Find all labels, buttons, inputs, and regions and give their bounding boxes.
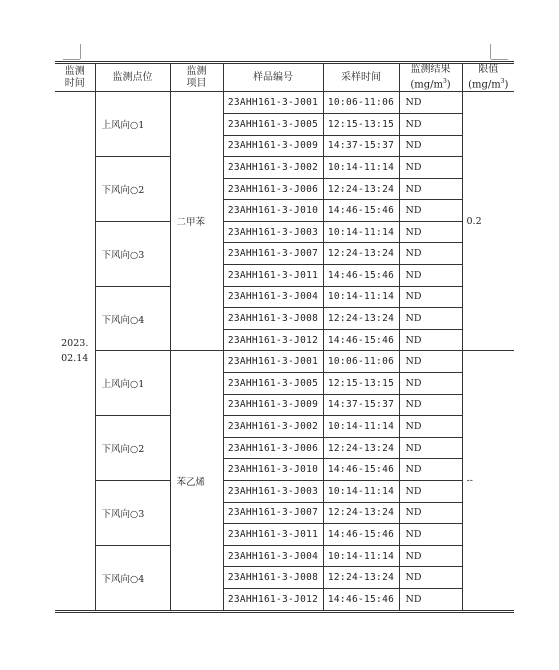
header-monitoring-point: 监测点位 xyxy=(95,63,170,92)
limit-value-cell: -- xyxy=(462,351,514,611)
sample-id-cell: 23AHH161-3-J009 xyxy=(223,135,323,157)
monitoring-item-cell: 二甲苯 xyxy=(170,92,223,351)
sampling-time-cell: 12:24-13:24 xyxy=(323,502,399,524)
sampling-time-cell: 10:06-11:06 xyxy=(323,351,399,373)
sampling-time-cell: 10:14-11:14 xyxy=(323,416,399,438)
sampling-time-cell: 10:14-11:14 xyxy=(323,157,399,179)
header-result: 监测结果 $(mg/m^3)$ xyxy=(399,63,462,92)
sampling-time-cell: 14:46-15:46 xyxy=(323,200,399,222)
sample-id-cell: 23AHH161-3-J004 xyxy=(223,545,323,567)
header-monitoring-time: 监测 时间 xyxy=(55,63,95,92)
result-cell: ND xyxy=(399,545,462,567)
sampling-time-cell: 10:14-11:14 xyxy=(323,286,399,308)
result-cell: ND xyxy=(399,524,462,546)
limit-value-cell: 0.2 xyxy=(462,92,514,351)
monitoring-point-cell: 下风向○4 xyxy=(95,545,170,611)
header-monitoring-item: 监测 项目 xyxy=(170,63,223,92)
header-row xyxy=(55,63,514,92)
sample-id-cell: 23AHH161-3-J007 xyxy=(223,243,323,265)
header-sample-id: 样品编号 xyxy=(223,63,323,92)
sampling-time-cell: 12:24-13:24 xyxy=(323,567,399,589)
crop-mark-top-right-horizontal xyxy=(491,59,508,60)
header-limit: 限值 $(mg/m^3)$ xyxy=(462,63,514,92)
sample-id-cell: 23AHH161-3-J008 xyxy=(223,308,323,330)
sample-id-cell: 23AHH161-3-J003 xyxy=(223,481,323,503)
crop-mark-top-left-horizontal xyxy=(63,59,80,60)
result-cell: ND xyxy=(399,113,462,135)
result-cell: ND xyxy=(399,221,462,243)
sample-id-cell: 23AHH161-3-J006 xyxy=(223,437,323,459)
crop-mark-top-left-vertical xyxy=(80,44,81,59)
result-cell: ND xyxy=(399,416,462,438)
result-cell: ND xyxy=(399,459,462,481)
monitoring-point-cell: 上风向○1 xyxy=(95,351,170,416)
result-cell: ND xyxy=(399,481,462,503)
result-cell: ND xyxy=(399,351,462,373)
monitoring-point-cell: 上风向○1 xyxy=(95,92,170,157)
sample-id-cell: 23AHH161-3-J007 xyxy=(223,502,323,524)
result-cell: ND xyxy=(399,502,462,524)
result-cell: ND xyxy=(399,394,462,416)
result-cell: ND xyxy=(399,329,462,351)
sampling-time-cell: 14:46-15:46 xyxy=(323,459,399,481)
sampling-time-cell: 14:46-15:46 xyxy=(323,588,399,611)
sampling-time-cell: 10:14-11:14 xyxy=(323,481,399,503)
sample-id-cell: 23AHH161-3-J010 xyxy=(223,459,323,481)
monitoring-results-table xyxy=(55,61,514,613)
sampling-time-cell: 14:46-15:46 xyxy=(323,265,399,287)
monitoring-point-cell: 下风向○3 xyxy=(95,221,170,286)
sample-id-cell: 23AHH161-3-J010 xyxy=(223,200,323,222)
sample-id-cell: 23AHH161-3-J002 xyxy=(223,416,323,438)
table-row xyxy=(55,286,514,308)
result-cell: ND xyxy=(399,157,462,179)
sampling-time-cell: 12:15-13:15 xyxy=(323,113,399,135)
date-line-2: 02.14 xyxy=(61,352,89,364)
result-cell: ND xyxy=(399,265,462,287)
sampling-time-cell: 12:15-13:15 xyxy=(323,373,399,395)
result-cell: ND xyxy=(399,200,462,222)
sampling-time-cell: 12:24-13:24 xyxy=(323,243,399,265)
table-row xyxy=(55,157,514,179)
sampling-time-cell: 10:14-11:14 xyxy=(323,545,399,567)
result-cell: ND xyxy=(399,178,462,200)
monitoring-date-cell xyxy=(55,92,95,611)
sample-id-cell: 23AHH161-3-J012 xyxy=(223,329,323,351)
result-cell: ND xyxy=(399,286,462,308)
date-line-1: 2023. xyxy=(61,337,89,349)
sampling-time-cell: 10:06-11:06 xyxy=(323,92,399,114)
monitoring-point-cell: 下风向○3 xyxy=(95,481,170,546)
sampling-time-cell: 14:37-15:37 xyxy=(323,135,399,157)
sample-id-cell: 23AHH161-3-J004 xyxy=(223,286,323,308)
sample-id-cell: 23AHH161-3-J012 xyxy=(223,588,323,611)
sampling-time-cell: 12:24-13:24 xyxy=(323,437,399,459)
sampling-time-cell: 12:24-13:24 xyxy=(323,178,399,200)
result-cell: ND xyxy=(399,243,462,265)
sample-id-cell: 23AHH161-3-J005 xyxy=(223,373,323,395)
result-cell: ND xyxy=(399,135,462,157)
monitoring-point-cell: 下风向○2 xyxy=(95,416,170,481)
sample-id-cell: 23AHH161-3-J006 xyxy=(223,178,323,200)
sample-id-cell: 23AHH161-3-J001 xyxy=(223,92,323,114)
result-cell: ND xyxy=(399,373,462,395)
sample-id-cell: 23AHH161-3-J002 xyxy=(223,157,323,179)
monitoring-point-cell: 下风向○2 xyxy=(95,157,170,222)
sampling-time-cell: 10:14-11:14 xyxy=(323,221,399,243)
header-sampling-time: 采样时间 xyxy=(323,63,399,92)
table-row xyxy=(55,351,514,373)
sample-id-cell: 23AHH161-3-J003 xyxy=(223,221,323,243)
sampling-time-cell: 14:46-15:46 xyxy=(323,329,399,351)
monitoring-point-cell: 下风向○4 xyxy=(95,286,170,351)
monitoring-item-cell: 苯乙烯 xyxy=(170,351,223,611)
sample-id-cell: 23AHH161-3-J009 xyxy=(223,394,323,416)
table-row xyxy=(55,545,514,567)
sample-id-cell: 23AHH161-3-J008 xyxy=(223,567,323,589)
sample-id-cell: 23AHH161-3-J011 xyxy=(223,265,323,287)
sampling-time-cell: 14:37-15:37 xyxy=(323,394,399,416)
table-row xyxy=(55,221,514,243)
sampling-time-cell: 14:46-15:46 xyxy=(323,524,399,546)
sampling-time-cell: 12:24-13:24 xyxy=(323,308,399,330)
table-row xyxy=(55,481,514,503)
result-cell: ND xyxy=(399,308,462,330)
result-cell: ND xyxy=(399,588,462,611)
crop-mark-top-right-vertical xyxy=(490,44,491,59)
table-row xyxy=(55,416,514,438)
result-cell: ND xyxy=(399,437,462,459)
result-cell: ND xyxy=(399,92,462,114)
sample-id-cell: 23AHH161-3-J005 xyxy=(223,113,323,135)
result-cell: ND xyxy=(399,567,462,589)
sample-id-cell: 23AHH161-3-J011 xyxy=(223,524,323,546)
table-row xyxy=(55,92,514,114)
sample-id-cell: 23AHH161-3-J001 xyxy=(223,351,323,373)
